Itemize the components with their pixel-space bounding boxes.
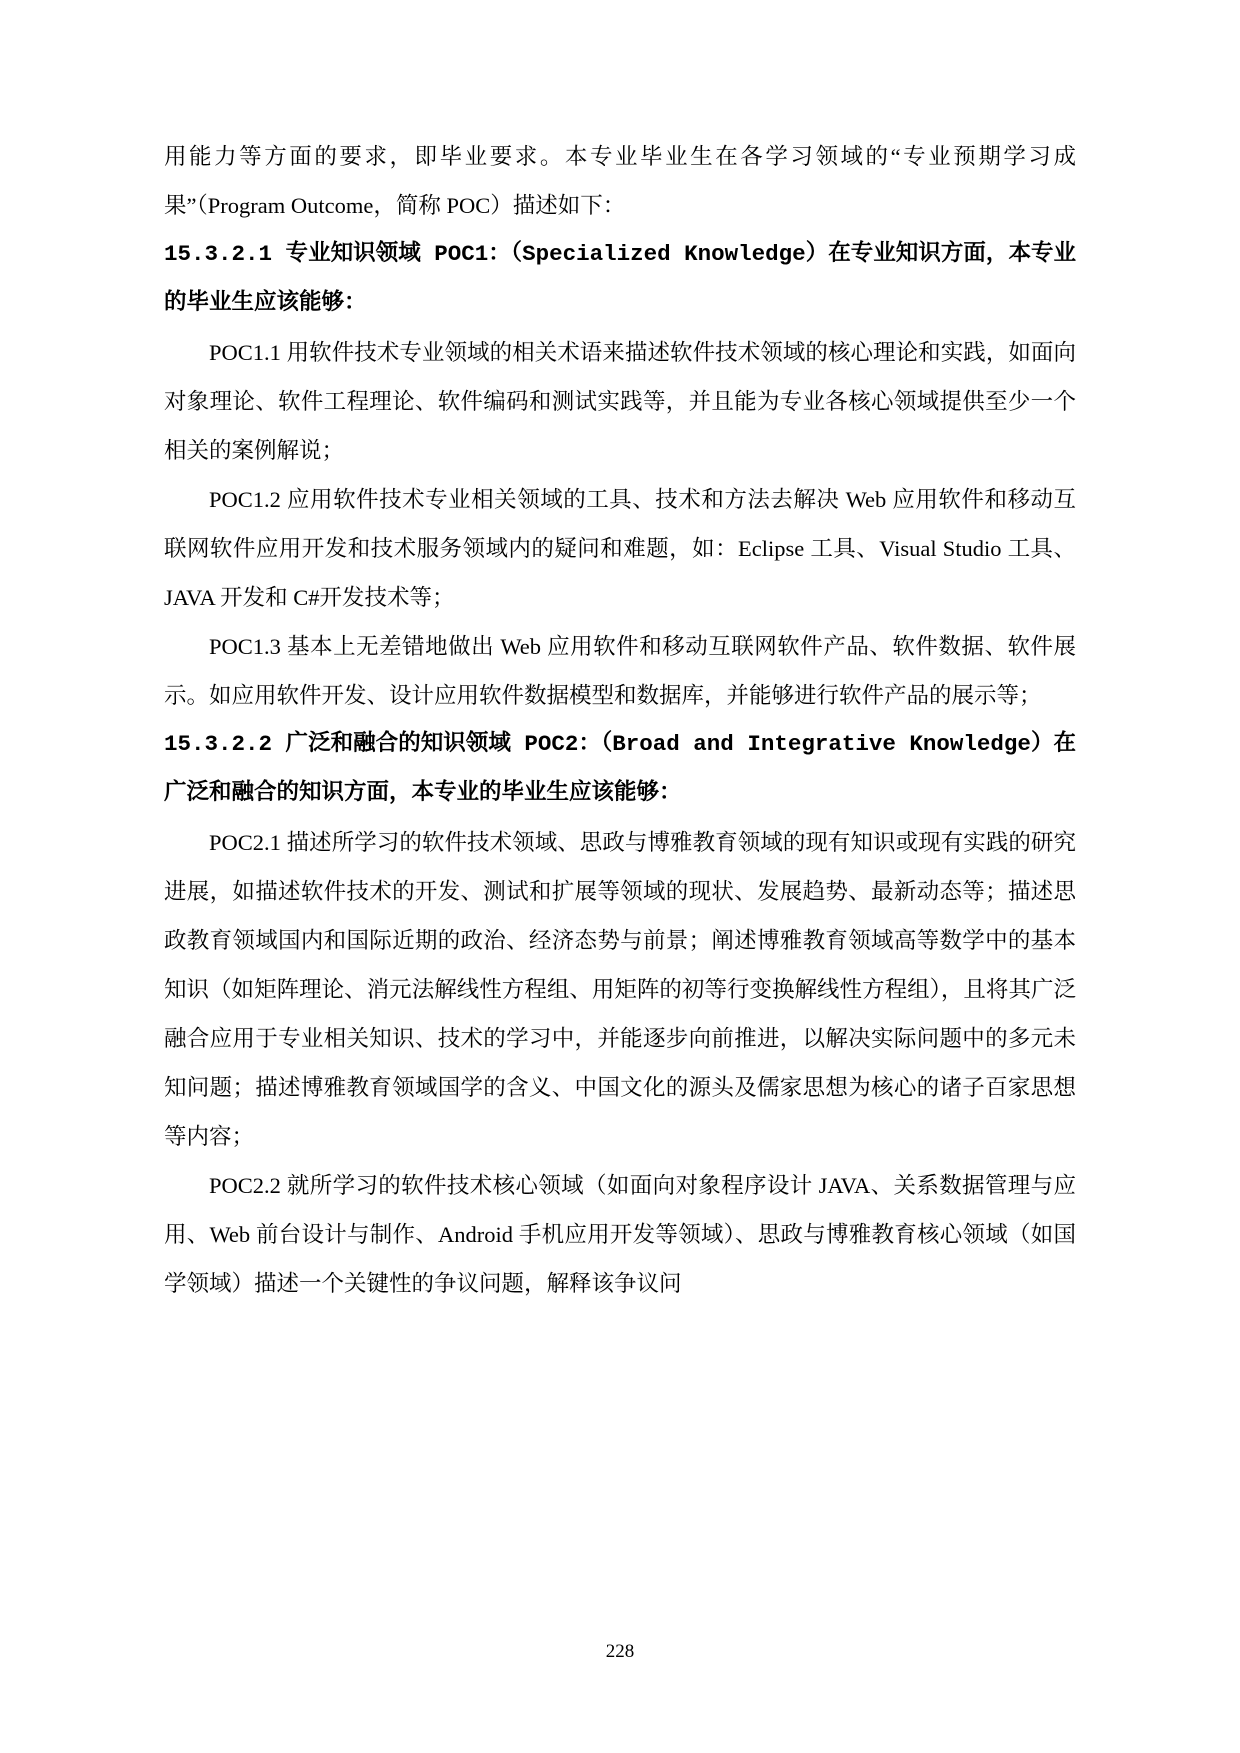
page-number: 228 [605, 1641, 635, 1662]
paragraph-poc1-3: POC1.3 基本上无差错地做出 Web 应用软件和移动互联网软件产品、软件数据、软件展示。如应用软件开发、设计应用软件数据模型和数据库，并能够进行软件产品的展示等； [164, 634, 1076, 708]
paragraph-poc1-2: POC1.2 应用软件技术专业相关领域的工具、技术和方法去解决 Web 应用软件和移动互联网软件应用开发和技术服务领域内的疑问和难题，如：Eclipse 工具、Visual Studio 工具、JAVA 开发和 C#开发技术等； [164, 487, 1076, 610]
page-content [164, 132, 1076, 1308]
paragraph-poc1-1: POC1.1 用软件技术专业领域的相关术语来描述软件技术领域的核心理论和实践，如面向对象理论、软件工程理论、软件编码和测试实践等，并且能为专业各核心领域提供至少一个相关的案例解说； [164, 340, 1076, 463]
paragraph-poc2-2: POC2.2 就所学习的软件技术核心领域（如面向对象程序设计 JAVA、关系数据管理与应用、Web 前台设计与制作、Android 手机应用开发等领域）、思政与博雅教育核心领域（如国学领域）描述一个关键性的争议问题，解释该争议问 [164, 1173, 1076, 1296]
intro-paragraph: 用能力等方面的要求，即毕业要求。本专业毕业生在各学习领域的“专业预期学习成果”（Program Outcome，简称 POC）描述如下： [164, 144, 1076, 218]
section-heading-15-3-2-2: 15.3.2.2 广泛和融合的知识领域 POC2：（Broad and Integrative Knowledge）在广泛和融合的知识方面，本专业的毕业生应该能够： [164, 731, 1076, 806]
paragraph-poc2-1: POC2.1 描述所学习的软件技术领域、思政与博雅教育领域的现有知识或现有实践的研究进展，如描述软件技术的开发、测试和扩展等领域的现状、发展趋势、最新动态等；描述思政教育领域国内和国际近期的政治、经济态势与前景；阐述博雅教育领域高等数学中的基本知识（如矩阵理论、消元法解线性方程组、用矩阵的初等行变换解线性方程组），且将其广泛融合应用于专业相关知识、技术的学习中，并能逐步向前推进，以解决实际问题中的多元未知问题；描述博雅教育领域国学的含义、中国文化的源头及儒家思想为核心的诸子百家思想等内容； [164, 830, 1076, 1149]
section-heading-15-3-2-1: 15.3.2.1 专业知识领域 POC1：（Specialized Knowledge）在专业知识方面，本专业的毕业生应该能够： [164, 241, 1076, 316]
